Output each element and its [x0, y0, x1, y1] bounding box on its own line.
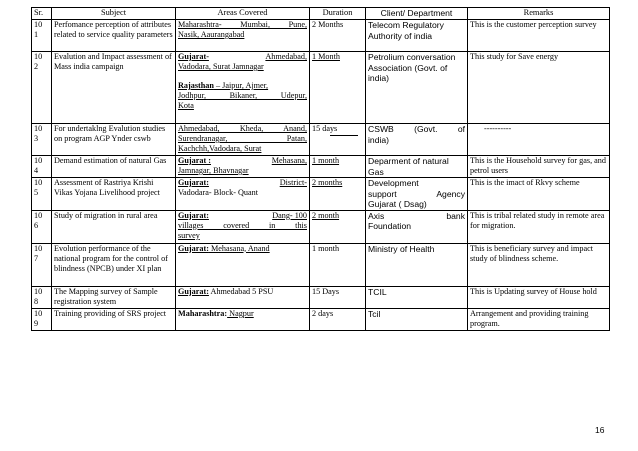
subject-cell: The Mapping survey of Sample registration system [52, 286, 176, 308]
areas-cell [176, 20, 310, 52]
client-cell: CSWB (Govt. of india) [366, 124, 468, 156]
sr-part: 10 [34, 178, 43, 187]
sr-part: 10 [34, 52, 43, 61]
areas-place: Mehasana, [271, 156, 307, 165]
remarks-cell: Arrangement and providing training program. [468, 308, 610, 330]
table-header-row [32, 8, 610, 20]
client-cell: Development support Agency Gujarat ( Dsag) [366, 178, 468, 211]
duration-cell: 15 Days [310, 286, 366, 308]
sr-part: 1 [34, 30, 39, 39]
areas-state: Maharashtra: [178, 308, 228, 318]
table-row [32, 243, 610, 286]
sr-part: 10 [34, 20, 43, 29]
areas-place: Mehasana, Anand [208, 243, 270, 253]
areas-line [178, 211, 307, 221]
sr-part: 10 [34, 156, 43, 165]
areas-cell [176, 308, 310, 330]
sr-cell [32, 156, 52, 178]
remarks-cell: This is tribal related study in remote area for migration. [468, 210, 610, 243]
areas-line: Nasik, Aaurangabad [178, 30, 245, 39]
table-row [32, 124, 610, 156]
areas-line [178, 178, 307, 188]
header-subject: Subject [52, 8, 176, 20]
areas-line [178, 156, 307, 166]
subject-cell: Study of migration in rural area [52, 210, 176, 243]
areas-cell [176, 286, 310, 308]
areas-place: Dang- 100 [272, 210, 307, 220]
areas-line [178, 309, 307, 319]
areas-state: Gujarat: [178, 286, 209, 296]
header-duration: Duration [310, 8, 366, 20]
areas-line [178, 287, 307, 297]
sr-cell [32, 210, 52, 243]
duration-cell: 1 Month [310, 52, 366, 124]
areas-line [178, 81, 307, 91]
sr-part: 5 [34, 188, 39, 197]
client-cell: Axis bank Foundation [366, 210, 468, 243]
areas-cell [176, 52, 310, 124]
areas-state: Gujarat: [178, 243, 209, 253]
remarks-cell: This is Updating survey of House hold [468, 286, 610, 308]
sr-part: 10 [34, 308, 43, 318]
areas-place: Ahmedabad, [265, 52, 307, 61]
areas-state: Rajasthan [178, 81, 214, 90]
table-row [32, 286, 610, 308]
areas-cell [176, 124, 310, 156]
areas-state: Gujarat : [178, 156, 211, 165]
sr-part: 9 [34, 318, 39, 328]
sr-cell [32, 286, 52, 308]
areas-line: Jodhpur, Bikaner, Udepur, [178, 91, 307, 100]
areas-state: Gujarat- [178, 52, 209, 61]
remarks-cell: This is the Household survey for gas, and petrol users [468, 156, 610, 178]
duration-cell: 2 months [310, 178, 366, 211]
areas-cell [176, 243, 310, 286]
sr-cell [32, 178, 52, 211]
table-row [32, 20, 610, 52]
sr-part: 6 [34, 220, 39, 230]
duration-cell: 2 Months [310, 20, 366, 52]
client-cell: Tcil [366, 308, 468, 330]
client-cell: Ministry of Health [366, 243, 468, 286]
areas-line: Maharashtra- Mumbai, Pune, [178, 20, 307, 29]
sr-part: 3 [34, 134, 39, 143]
duration-cell: 2 month [310, 210, 366, 243]
client-cell: Deparment of natural Gas [366, 156, 468, 178]
table-row [32, 52, 610, 124]
sr-part: 10 [34, 210, 43, 220]
client-cell: TCIL [366, 286, 468, 308]
areas-line [178, 244, 307, 254]
subject-cell: Assessment of Rastriya Krishi Vikas Yojana Livelihood project [52, 178, 176, 211]
subject-cell: Perfomance perception of attributes related to service quality parameters [52, 20, 176, 52]
subject-cell: Evolution performance of the national program for the control of blindness (NPCB) under XI plan [52, 243, 176, 286]
remarks-cell: This study for Save energy [468, 52, 610, 124]
areas-line: Vadodara- Block- Quant [178, 188, 259, 197]
areas-place: Ahmedabad 5 PSU [208, 286, 274, 296]
subject-cell: Demand estimation of natural Gas [52, 156, 176, 178]
client-cell: Petrolium conversation Association (Govt. of india) [366, 52, 468, 124]
areas-line: survey [178, 230, 200, 240]
areas-line: Ahmedabad, Kheda, Anand, [178, 124, 307, 133]
areas-cell [176, 210, 310, 243]
areas-state: Gujarat: [178, 178, 209, 187]
duration-cell [310, 124, 366, 156]
subject-cell: For undertaklng Evalution studies on program AGP Ynder cswb [52, 124, 176, 156]
subject-cell: Training providing of SRS project [52, 308, 176, 330]
areas-line: Kachchh,Vadodara, Surat [178, 144, 262, 153]
remarks-cell: This is the imact of Rkvy scheme [468, 178, 610, 211]
sr-part: 2 [34, 62, 39, 71]
sr-part: 10 [34, 124, 43, 133]
sr-cell [32, 308, 52, 330]
areas-line: Jamnagar, Bhavnagar [178, 166, 249, 175]
areas-place: – Jaipur, Ajmer, [213, 81, 269, 90]
areas-cell [176, 178, 310, 211]
areas-line [178, 52, 307, 62]
page-number: 16 [595, 425, 605, 435]
header-sr: Sr. [32, 8, 52, 20]
sr-part: 10 [34, 286, 43, 296]
duration-cell: 1 month [310, 243, 366, 286]
header-client: Client/ Department [366, 8, 468, 20]
remarks-cell: This is the customer perception survey [468, 20, 610, 52]
client-cell: Telecom Regulatory Authority of india [366, 20, 468, 52]
areas-place: Nagpur [227, 308, 254, 318]
table-row [32, 156, 610, 178]
areas-line: Vadodara, Surat Jamnagar [178, 62, 264, 71]
duration-text: 15 days [312, 124, 338, 133]
sr-part: 7 [34, 253, 39, 263]
projects-table [31, 7, 610, 331]
areas-place: District- [279, 178, 307, 187]
areas-line: Kota [178, 101, 194, 110]
header-remarks: Remarks [468, 8, 610, 20]
sr-part: 10 [34, 243, 43, 253]
duration-cell: 1 month [310, 156, 366, 178]
sr-cell [32, 20, 52, 52]
sr-cell [32, 52, 52, 124]
duration-cell: 2 days [310, 308, 366, 330]
table-row [32, 178, 610, 211]
areas-line: villages covered in this [178, 220, 307, 230]
header-areas: Areas Covered [176, 8, 310, 20]
sr-part: 4 [34, 166, 39, 175]
sr-cell [32, 124, 52, 156]
areas-state: Gujarat: [178, 210, 209, 220]
remarks-cell: ---------- [468, 124, 610, 156]
sr-part: 8 [34, 296, 39, 306]
areas-cell [176, 156, 310, 178]
areas-line: Surendranagar, Patan, [178, 134, 307, 143]
table-row [32, 210, 610, 243]
table-row [32, 308, 610, 330]
subject-cell: Evalution and Impact assessment of Mass india campaign [52, 52, 176, 124]
sr-cell [32, 243, 52, 286]
remarks-cell: This is beneficiary survey and impact study of blindness scheme. [468, 243, 610, 286]
